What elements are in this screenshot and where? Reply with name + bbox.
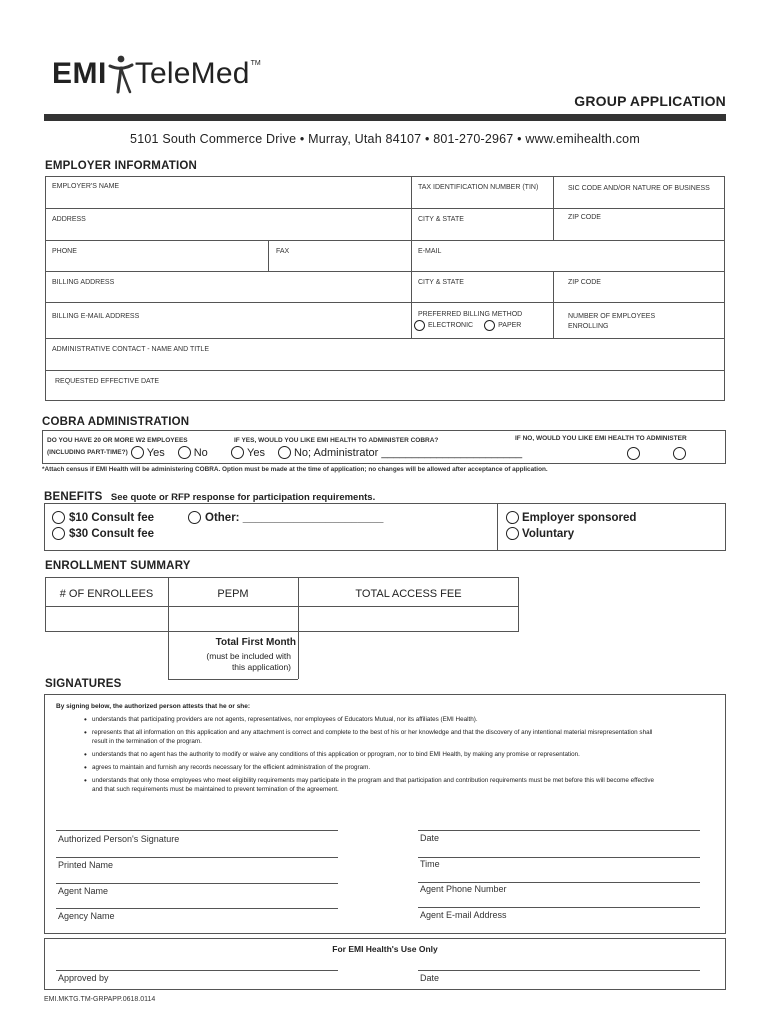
attestation-list — [66, 715, 656, 794]
form-code: EMI.MKTG.TM-GRPAPP.0618.0114 — [44, 996, 156, 1003]
agent-phone-line[interactable] — [418, 882, 700, 883]
authorized-signature-label: Authorized Person's Signature — [58, 834, 180, 844]
benefits-section-title: BENEFITS — [44, 491, 103, 503]
benefits-subtitle: See quote or RFP response for participation requirements. — [110, 492, 376, 503]
cobra-q1-no-radio[interactable] — [178, 446, 191, 459]
voluntary-label: Voluntary — [522, 527, 575, 540]
attestation-item: • represents that all information on this application and any attachment is correct and complete to the best of his or her knowledge and that the discovery of any intentional material misrepresentation shall result in the termination of the program. — [66, 728, 656, 746]
agency-name-line[interactable] — [56, 908, 338, 909]
attestation-item: • understands that participating providers are not agents, representatives, nor employees of Educators Mutual, nor its affiliates (EMI Health). — [66, 715, 656, 724]
approved-by-line[interactable] — [56, 970, 338, 971]
logo-telemed-text: TeleMed — [134, 57, 250, 90]
employer-sponsored-label: Employer sponsored — [522, 511, 637, 524]
billing-address-field[interactable]: BILLING ADDRESS — [52, 279, 115, 286]
billing-method-label: PREFERRED BILLING METHOD — [418, 311, 523, 318]
agent-email-label: Agent E-mail Address — [420, 910, 507, 920]
city-state-field[interactable]: CITY & STATE — [418, 216, 464, 223]
office-use-title: For EMI Health's Use Only — [332, 944, 438, 954]
cobra-q1-yes-label: Yes — [146, 446, 165, 459]
must-include-line1: (must be included with — [206, 651, 291, 661]
employer-info-box — [45, 176, 725, 401]
person-figure-icon — [108, 54, 134, 94]
cobra-q2-label: IF YES, WOULD YOU LIKE EMI HEALTH TO ADMINISTER COBRA? — [234, 437, 439, 444]
agent-name-label: Agent Name — [58, 886, 109, 896]
zip-code-field[interactable]: ZIP CODE — [568, 214, 601, 221]
cobra-q3-label: IF NO, WOULD YOU LIKE EMI HEALTH TO ADMINISTER — [515, 435, 687, 442]
cobra-note: *Attach census if EMI Health will be administering COBRA. Option must be made at the time of application; no changes will be allowed after acceptance of application. — [42, 466, 548, 473]
cobra-q1-line2: (INCLUDING PART-TIME?) — [47, 449, 128, 456]
enrollees-input[interactable] — [46, 607, 167, 631]
cobra-q1-yes-radio[interactable] — [131, 446, 144, 459]
billing-electronic-label: ELECTRONIC — [428, 322, 474, 329]
fax-field[interactable]: FAX — [276, 248, 290, 255]
billing-city-state-field[interactable]: CITY & STATE — [418, 279, 464, 286]
cobra-q2-yes-radio[interactable] — [231, 446, 244, 459]
total-first-month-label: Total First Month — [215, 637, 296, 648]
sic-code-field[interactable]: SIC CODE AND/OR NATURE OF BUSINESS — [568, 185, 710, 192]
approved-by-label: Approved by — [58, 973, 109, 983]
logo-emi-text: EMI — [52, 57, 107, 90]
header-divider — [44, 114, 726, 121]
office-date-line[interactable] — [418, 970, 700, 971]
date-line[interactable] — [418, 830, 700, 831]
consult-30-radio[interactable] — [52, 527, 65, 540]
cobra-q2-yes-label: Yes — [247, 446, 265, 459]
admin-contact-field[interactable]: ADMINISTRATIVE CONTACT - NAME AND TITLE — [52, 346, 209, 353]
time-line[interactable] — [418, 857, 700, 858]
voluntary-radio[interactable] — [506, 527, 519, 540]
billing-paper-radio[interactable] — [484, 320, 495, 331]
cobra-q3-no-radio[interactable] — [673, 447, 686, 460]
agency-name-label: Agency Name — [58, 911, 115, 921]
other-radio[interactable] — [188, 511, 201, 524]
billing-zip-field[interactable]: ZIP CODE — [568, 279, 601, 286]
enrollment-section-title: ENROLLMENT SUMMARY — [45, 560, 191, 572]
cobra-section-title: COBRA ADMINISTRATION — [42, 416, 190, 428]
billing-electronic-radio[interactable] — [414, 320, 425, 331]
pepm-header: PEPM — [217, 588, 249, 600]
time-label: Time — [420, 859, 440, 869]
pepm-input[interactable] — [169, 607, 297, 631]
billing-paper-label: PAPER — [498, 322, 522, 329]
other-label[interactable]: Other: ______________________ — [205, 511, 384, 524]
company-address: 5101 South Commerce Drive • Murray, Utah 84107 • 801-270-2967 • www.emihealth.com — [130, 132, 640, 146]
agent-email-line[interactable] — [418, 907, 700, 908]
consult-10-label: $10 Consult fee — [69, 511, 154, 524]
employer-name-field[interactable]: EMPLOYER'S NAME — [52, 183, 120, 190]
cobra-q1-no-label: No — [193, 446, 208, 459]
employer-section-title: EMPLOYER INFORMATION — [45, 160, 198, 172]
office-date-label: Date — [420, 973, 440, 983]
attestation-item: • understands that no agent has the authority to modify or waive any conditions of this application or pprogram, nor to bind EMI Health, by making any promise or representation. — [66, 750, 656, 759]
authorized-signature-line[interactable] — [56, 830, 338, 831]
consult-10-radio[interactable] — [52, 511, 65, 524]
signatures-section-title: SIGNATURES — [45, 678, 122, 690]
cobra-q2-no-radio[interactable] — [278, 446, 291, 459]
agent-name-line[interactable] — [56, 883, 338, 884]
num-employees-label-2[interactable]: ENROLLING — [568, 323, 609, 330]
agent-phone-label: Agent Phone Number — [420, 884, 507, 894]
enrollees-header: # OF ENROLLEES — [59, 588, 154, 600]
cobra-q3-yes-radio[interactable] — [627, 447, 640, 460]
signatures-intro: By signing below, the authorized person attests that he or she: — [56, 703, 251, 710]
total-access-fee-header: TOTAL ACCESS FEE — [355, 588, 462, 600]
effective-date-field[interactable]: REQUESTED EFFECTIVE DATE — [55, 378, 160, 385]
printed-name-label: Printed Name — [58, 860, 114, 870]
employer-sponsored-radio[interactable] — [506, 511, 519, 524]
printed-name-line[interactable] — [56, 857, 338, 858]
cobra-q1-line1: DO YOU HAVE 20 OR MORE W2 EMPLOYEES — [47, 437, 188, 444]
total-access-fee-input[interactable] — [299, 607, 518, 631]
emi-telemed-logo — [52, 52, 261, 96]
attestation-item: • understands that only those employees who meet eligibility requirements may participate in the program and that participation and contribution requirements must be met before this will become effective and that such requirements must be maintained to prevent termination of the agreement. — [66, 776, 656, 794]
date-label: Date — [420, 833, 440, 843]
address-field[interactable]: ADDRESS — [52, 216, 86, 223]
consult-30-label: $30 Consult fee — [69, 527, 154, 540]
page-title: GROUP APPLICATION — [574, 93, 726, 109]
logo-tm-mark: TM — [250, 60, 261, 67]
phone-field[interactable]: PHONE — [52, 248, 77, 255]
tin-field[interactable]: TAX IDENTIFICATION NUMBER (TIN) — [418, 184, 539, 191]
attestation-item: • agrees to maintain and furnish any records necessary for the efficient administration of the program. — [66, 763, 656, 772]
cobra-q2-no-label[interactable]: No; Administrator _______________________ — [293, 446, 523, 459]
billing-email-field[interactable]: BILLING E-MAIL ADDRESS — [52, 313, 140, 320]
num-employees-label-1: NUMBER OF EMPLOYEES — [568, 313, 656, 320]
email-field[interactable]: E-MAIL — [418, 248, 442, 255]
must-include-line2: this application) — [231, 662, 291, 672]
total-first-month-input[interactable] — [299, 633, 518, 678]
